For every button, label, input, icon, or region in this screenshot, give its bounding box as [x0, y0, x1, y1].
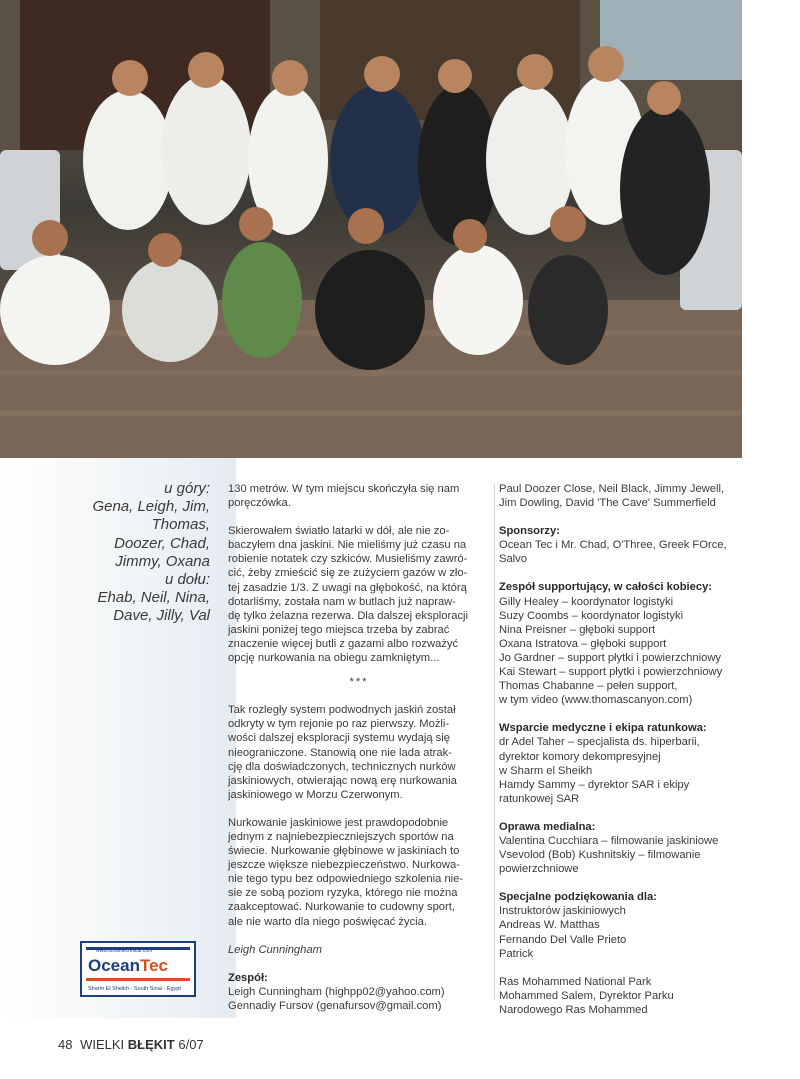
text-line: Tak rozległy system podwodnych jaskiń został	[228, 704, 456, 717]
logo-tec-text: Tec	[139, 956, 169, 975]
list-item: Instruktorów jaskiniowych	[499, 905, 626, 918]
issue-number: 6/07	[178, 1037, 204, 1052]
oceantec-logo	[80, 941, 196, 997]
list-item: Ocean Tec i Mr. Chad, O'Three, Greek FOrce,	[499, 539, 727, 552]
list-item: Nina Preisner – głęboki support	[499, 623, 656, 636]
text-line: wości dalszej eksploracji systemu wydają się	[228, 732, 450, 745]
list-item: Vsevolod (Bob) Kushnitskiy – filmowanie	[499, 849, 701, 862]
team-member: Gennadiy Fursov (genafursov@gmail.com)	[228, 999, 442, 1012]
list-item: Oxana Istratova – głęboki support	[499, 637, 667, 650]
list-item: dyrektor komory dekompresyjnej	[499, 750, 661, 763]
list-item: Suzy Coombs – koordynator logistyki	[499, 609, 684, 622]
magazine-name-b: BŁĘKIT	[127, 1037, 175, 1052]
logo-location: Sharm El Sheikh - South Sinai - Egypt	[88, 986, 181, 992]
text-line: opcję nurkowania na obiegu zamkniętym...	[228, 652, 440, 665]
section-heading: Wsparcie medyczne i ekipa ratunkowa:	[499, 722, 707, 735]
list-item: ratunkowej SAR	[499, 792, 580, 805]
team-photo-illustration	[0, 0, 742, 458]
list-item: Mohammed Salem, Dyrektor Parku	[499, 989, 674, 1002]
list-item: powierzchniowe	[499, 863, 579, 876]
caption-line: Dave, Jilly, Val	[113, 607, 210, 625]
list-item: Valentina Cucchiara – filmowanie jaskiniowe	[499, 834, 719, 847]
text-line: tej zasadzie 1/3. Z uwagi na głębokość, na którą	[228, 581, 467, 594]
text-line: poręczówka.	[228, 497, 291, 510]
list-item: Andreas W. Matthas	[499, 919, 600, 932]
caption-line: Thomas,	[151, 516, 210, 534]
caption-line: Ehab, Neil, Nina,	[97, 589, 210, 607]
text-line: dotarliśmy, została nam w butlach już napraw-	[228, 595, 456, 608]
list-item: Kai Stewart – support płytki i powierzchniowy	[499, 666, 723, 679]
caption-line: Doozer, Chad,	[114, 534, 210, 552]
text-line: dę tylko żelazna rezerwa. Dla dalszej eksploracji	[228, 609, 469, 622]
text-line: Nurkowanie jaskiniowe jest prawdopodobnie	[228, 816, 449, 829]
list-item: Gilly Healey – koordynator logistyki	[499, 595, 674, 608]
list-item: Salvo	[499, 553, 527, 566]
caption-line: u dołu:	[164, 571, 210, 589]
column-divider	[494, 484, 495, 1000]
team-member: Paul Doozer Close, Neil Black, Jimmy Jewell,	[499, 483, 725, 495]
team-member: Leigh Cunningham (highpp02@yahoo.com)	[228, 985, 445, 998]
text-line: jeszcze większe niebezpieczeństwo. Nurkowa-	[228, 859, 460, 872]
author-signature: Leigh Cunningham	[228, 943, 322, 956]
list-item: w tym video (www.thomascanyon.com)	[499, 694, 693, 707]
section-heading: Oprawa medialna:	[499, 820, 596, 833]
logo-url: www.oceantechnical.com	[96, 948, 153, 954]
list-item: dr Adel Taher – specjalista ds. hiperbarii,	[499, 736, 700, 749]
list-item: Jo Gardner – support płytki i powierzchniowy	[499, 651, 721, 664]
text-line: jaskiniowego w Morzu Czerwonym.	[228, 788, 403, 801]
text-line: odkryty w tym rejonie po raz pierwszy. Możli-	[228, 718, 450, 731]
list-item: Thomas Chabanne – pełen support,	[499, 680, 678, 693]
section-heading: Zespół supportujący, w całości kobiecy:	[499, 581, 713, 594]
text-line: sie ze sobą poziom ryzyka, którego nie można	[228, 887, 458, 900]
logo-ocean-text: Ocean	[88, 956, 140, 975]
section-separator: ***	[349, 676, 369, 689]
list-item: Patrick	[499, 947, 534, 960]
caption-line: Gena, Leigh, Jim,	[92, 498, 210, 516]
text-line: jaskini poniżej tego miejsca trzeba by zabrać	[228, 623, 450, 636]
article-column-middle	[228, 482, 490, 1013]
list-item: w Sharm el Sheikh	[499, 764, 593, 777]
text-line: nie tego typu bez odpowiedniego szkolenia nie-	[228, 873, 464, 886]
text-line: baczyłem dna jaskini. Nie mieliśmy już czasu na	[228, 539, 467, 552]
text-line: robienie notatek czy szkiców. Musieliśmy zawró-	[228, 553, 468, 566]
page-number: 48	[58, 1037, 73, 1052]
text-line: świecie. Nurkowanie głębinowe w jaskiniach to	[228, 845, 460, 858]
section-heading: Zespół:	[228, 971, 268, 984]
team-member: Jim Dowling, David 'The Cave' Summerfield	[499, 497, 716, 510]
text-line: cić, żeby zmieścić się ze zużyciem gazów w zło-	[228, 567, 468, 580]
text-line: znaczenie więcej butli z gazami albo rozważyć	[228, 637, 459, 650]
text-line: Skierowałem światło latarki w dół, ale nie zo-	[228, 525, 450, 538]
caption-line: Jimmy, Oxana	[115, 552, 210, 570]
text-line: ale nie warto dla niego poświęcać życia.	[228, 915, 427, 928]
list-item: Hamdy Sammy – dyrektor SAR i ekipy	[499, 778, 690, 791]
list-item: Ras Mohammed National Park	[499, 975, 652, 988]
caption-line: u góry:	[164, 480, 210, 497]
magazine-name-a: WIELKI	[80, 1037, 125, 1052]
page-footer	[58, 1037, 204, 1052]
text-line: jednym z najniebezpieczniejszych sportów na	[228, 830, 454, 843]
section-heading: Sponsorzy:	[499, 525, 560, 538]
text-line: nieograniczone. Stanowią one nie lada atrak-	[228, 746, 452, 759]
logo-wordmark	[88, 956, 168, 976]
section-heading: Specjalne podziękowania dla:	[499, 891, 657, 904]
photo-caption	[70, 480, 210, 626]
list-item: Narodowego Ras Mohammed	[499, 1003, 648, 1016]
text-line: 130 metrów. W tym miejscu skończyła się nam	[228, 483, 460, 495]
article-column-right	[499, 482, 751, 1017]
text-line: zaakceptować. Nurkowanie to cudowny sport,	[228, 901, 455, 914]
team-photo	[0, 0, 742, 458]
text-line: cję dla doświadczonych, technicznych nurków	[228, 760, 456, 773]
list-item: Fernando Del Valle Prieto	[499, 933, 627, 946]
text-line: jaskiniowych, otwierając nową erę nurkowania	[228, 774, 457, 787]
